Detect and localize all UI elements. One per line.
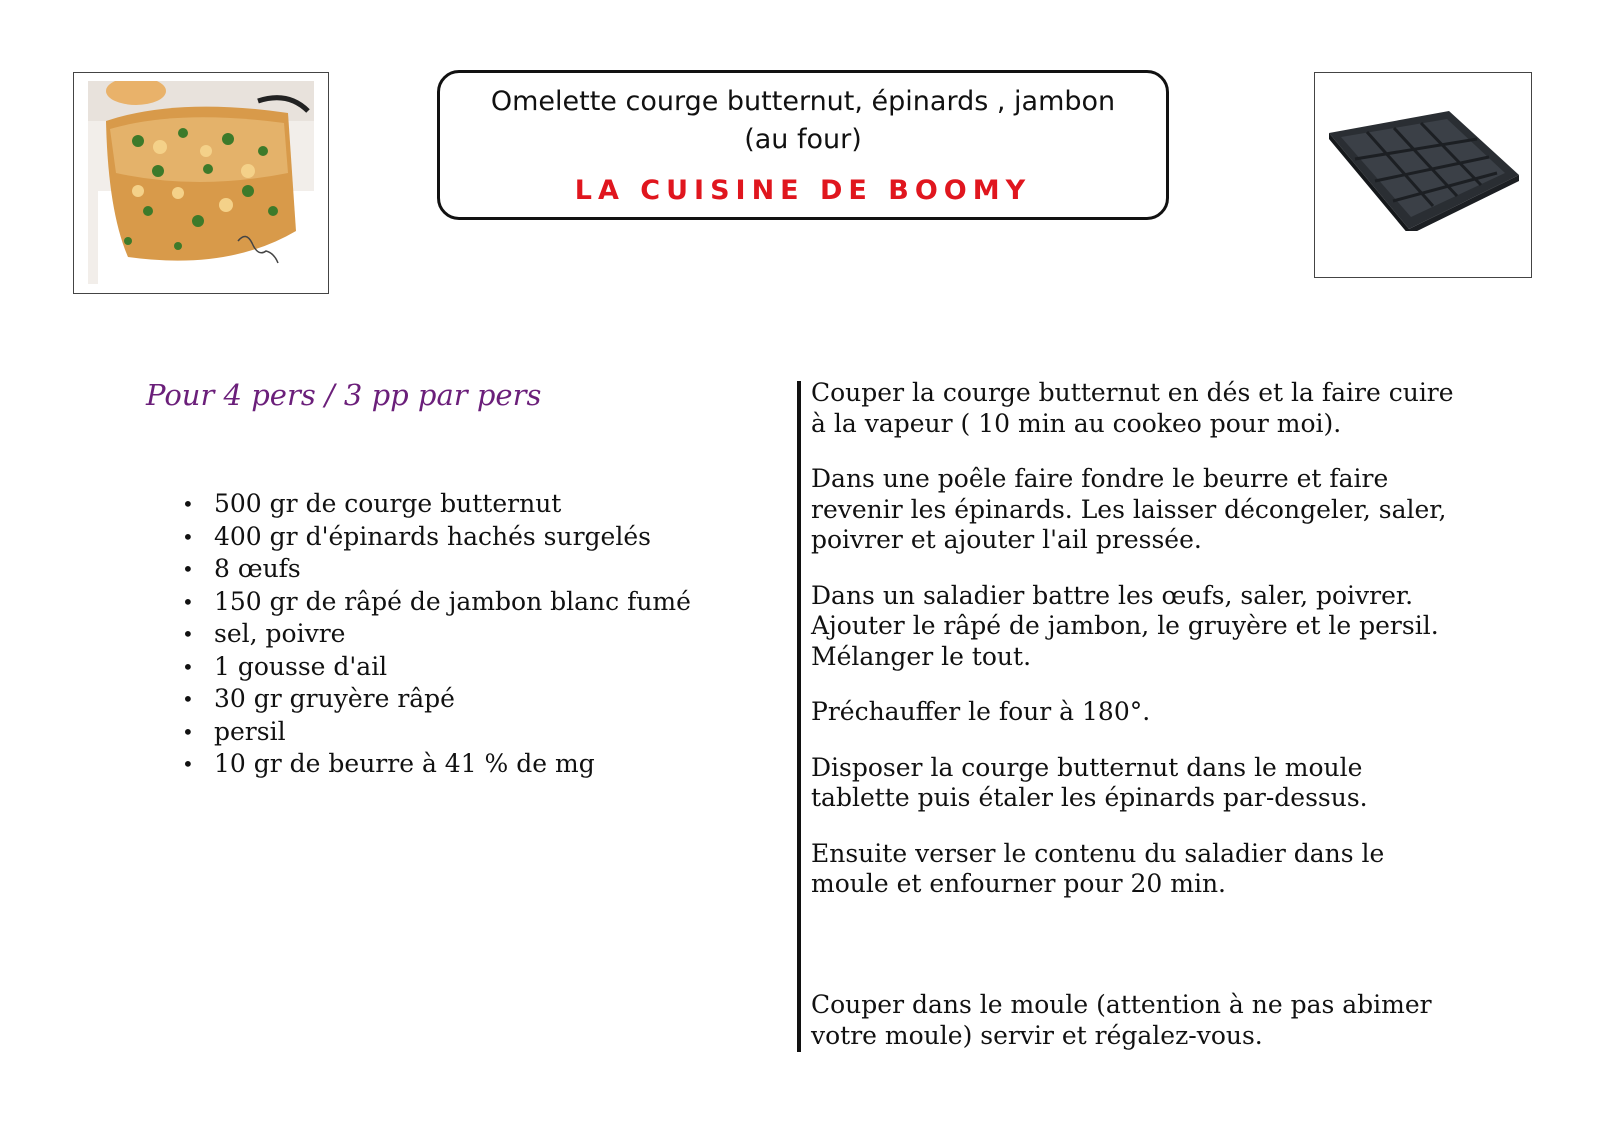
ingredient-text: 8 œufs xyxy=(214,554,301,583)
bullet-icon: • xyxy=(182,719,194,744)
step-line: Ensuite verser le contenu du saladier dans le xyxy=(811,838,1385,868)
list-item xyxy=(176,586,691,619)
bullet-icon: • xyxy=(182,654,194,679)
step-paragraph xyxy=(811,753,1431,814)
step-line: à la vapeur ( 10 min au cookeo pour moi). xyxy=(811,408,1342,438)
step-line: Ajouter le râpé de jambon, le gruyère et le persil. xyxy=(811,611,1439,640)
step-line: Mélanger le tout. xyxy=(811,641,1032,671)
step-line: Dans une poêle faire fondre le beurre et faire xyxy=(811,464,1389,493)
list-item xyxy=(176,618,691,651)
ingredient-text: sel, poivre xyxy=(214,619,346,648)
ingredients-list xyxy=(176,488,691,781)
step-line: Couper la courge butternut en dés et la faire cuire xyxy=(811,378,1454,407)
preparation-steps xyxy=(811,378,1454,1050)
list-item xyxy=(176,651,691,684)
step-paragraph xyxy=(811,580,1439,673)
bullet-icon: • xyxy=(182,524,194,549)
bullet-icon: • xyxy=(182,622,194,646)
step-line: Couper dans le moule (attention à ne pas abimer xyxy=(811,990,1432,1019)
step-line: poivrer et ajouter l'ail pressée. xyxy=(811,525,1202,554)
step-paragraph xyxy=(811,839,1431,900)
servings-info: Pour 4 pers / 3 pp par pers xyxy=(146,378,542,412)
ingredient-text: 400 gr d'épinards hachés surgelés xyxy=(214,521,651,551)
recipe-title-line-2: (au four) xyxy=(744,124,862,155)
list-item xyxy=(176,683,691,716)
step-line: moule et enfourner pour 20 min. xyxy=(811,869,1226,898)
list-item xyxy=(176,521,691,554)
step-paragraph xyxy=(811,464,1447,556)
ingredient-text: 30 gr gruyère râpé xyxy=(214,684,455,713)
mould-photo-frame xyxy=(1314,72,1532,278)
column-divider xyxy=(797,381,801,1052)
ingredient-text: 1 gousse d'ail xyxy=(214,651,388,681)
recipe-title-line-1: Omelette courge butternut, épinards , jambon xyxy=(490,86,1116,117)
step-paragraph xyxy=(811,378,1454,439)
dish-photo-frame xyxy=(73,72,329,294)
step-line: votre moule) servir et régalez-vous. xyxy=(811,1020,1263,1050)
bullet-icon: • xyxy=(182,492,194,516)
step-line: revenir les épinards. Les laisser décongeler, saler, xyxy=(811,494,1447,524)
ingredient-text: 150 gr de râpé de jambon blanc fumé xyxy=(214,586,691,616)
bullet-icon: • xyxy=(182,687,194,711)
dish-photo xyxy=(88,81,314,284)
bullet-icon: • xyxy=(182,752,194,776)
list-item xyxy=(176,716,691,749)
step-line: Préchauffer le four à 180°. xyxy=(811,697,1151,726)
bullet-icon: • xyxy=(182,589,194,614)
step-paragraph xyxy=(811,697,1431,728)
bullet-icon: • xyxy=(182,557,194,581)
step-paragraph xyxy=(811,990,1432,1051)
recipe-title-box xyxy=(437,70,1169,220)
brand-name: LA CUISINE DE BOOMY xyxy=(574,175,1032,206)
ingredient-text: 10 gr de beurre à 41 % de mg xyxy=(214,749,595,778)
ingredient-text: 500 gr de courge butternut xyxy=(214,489,562,518)
list-item xyxy=(176,553,691,586)
tablet-mould-image xyxy=(1329,111,1519,231)
list-item xyxy=(176,488,691,521)
list-item xyxy=(176,748,691,781)
step-line: tablette puis étaler les épinards par-dessus. xyxy=(811,783,1368,812)
ingredient-text: persil xyxy=(214,716,286,746)
step-line: Dans un saladier battre les œufs, saler, poivrer. xyxy=(811,580,1414,610)
step-line: Disposer la courge butternut dans le moule xyxy=(811,752,1363,782)
